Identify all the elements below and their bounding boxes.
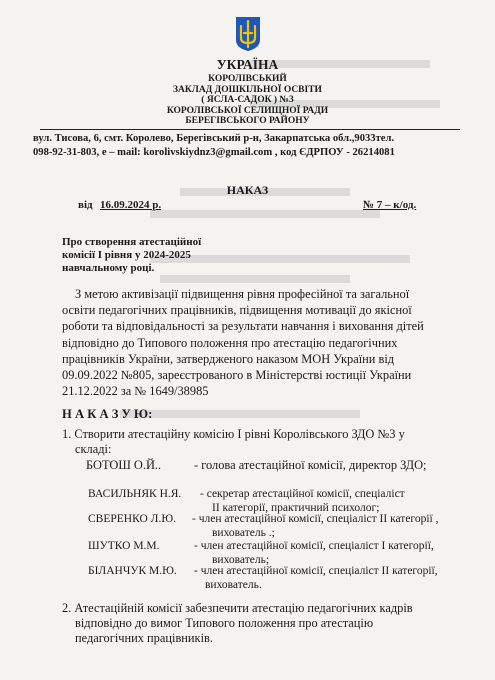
member-role: - голова атестаційної комісії, директор ЗДО; [194, 458, 427, 472]
header-divider [40, 129, 460, 130]
coat-of-arms-emblem [235, 16, 261, 52]
show-through-mark [120, 410, 360, 418]
item-2 [62, 601, 413, 646]
preamble-line: освіти педагогічних працівників, підвищення мотивації до якісної [62, 303, 412, 318]
address-line: вул. Тисова, 6, смт. Королево, Берегівський р-н, Закарпатська обл.,9033тел. [33, 133, 395, 144]
member-name: ВАСИЛЬНЯК Н.Я. [88, 488, 182, 500]
member-role: ІІ категорії, практичний психолог; [212, 502, 380, 514]
contacts-line: 098-92-31-803, е – mail: korolivskiydnz3@gmail.com , код ЄДРПОУ - 26214081 [33, 147, 395, 158]
member-role: вихователь. [205, 579, 262, 591]
institution-name [0, 74, 495, 127]
member-role: вихователь; [212, 554, 270, 566]
order-directive-heading: Н А К А З У Ю: [62, 407, 153, 421]
preamble-line: працівників України, затвердженого наказом МОН України від [62, 351, 395, 366]
member-role: - член атестаційної комісії, спеціаліст І категорії, [194, 540, 434, 552]
order-subject [62, 236, 201, 275]
item-1-line: 1. Створити атестаційну комісію І рівні Королівського ЗДО №3 у [62, 427, 405, 441]
preamble-line: 09.09.2022 №805, зареєстрованого в Міністерстві юстиції України [62, 368, 412, 383]
member-role: вихователь .; [212, 527, 275, 539]
show-through-mark [160, 275, 350, 283]
member-name: СВЕРЕНКО Л.Ю. [88, 513, 177, 525]
order-date: 16.09.2024 р. [100, 199, 162, 211]
date-prefix: від [78, 199, 93, 211]
subject-line: навчальному році. [62, 262, 155, 274]
order-preamble [62, 286, 424, 399]
member-role: - секретар атестаційної комісії, спеціаліст [200, 488, 405, 500]
item-2-line: відповідно до вимог Типового положення про атестацію [75, 616, 374, 630]
item-2-line: 2. Атестаційній комісії забезпечити атестацію педагогічних кадрів [62, 601, 413, 615]
order-number: № 7 – к/од. [363, 199, 417, 211]
subject-line: Про створення атестаційної [62, 236, 202, 248]
institution-line: БЕРЕГІВСЬКОГО РАЙОНУ [185, 116, 310, 127]
member-name: ШУТКО М.М. [88, 540, 160, 552]
institution-line: ЗАКЛАД ДОШКІЛЬНОЇ ОСВІТИ [173, 84, 322, 95]
preamble-line: 21.12.2022 за № 1649/38985 [62, 384, 209, 399]
country-name: УКРАЇНА [216, 57, 279, 72]
preamble-line: роботи та відповідальності за результати навчання і виховання дітей [62, 319, 424, 334]
member-role: - член атестаційної комісії, спеціаліст ІІ категорії , [192, 513, 439, 525]
show-through-mark [150, 210, 380, 218]
member-name: БОТОШ О.Й.. [86, 458, 162, 472]
institution-line: КОРОЛІВСЬКИЙ [208, 74, 287, 84]
institution-line: КОРОЛІВСЬКОЇ СЕЛИЩНОЇ РАДИ [166, 105, 329, 116]
item-2-line: педагогічних працівників. [75, 631, 213, 645]
institution-line: ( ЯСЛА-САДОК ) №3 [201, 95, 294, 106]
subject-line: комісії І рівня у 2024-2025 [62, 249, 191, 261]
preamble-line: відповідно до Типового положення про атестацію педагогічних [62, 335, 398, 350]
member-role: - член атестаційної комісії, спеціаліст ІІ категорії, [194, 565, 438, 577]
preamble-line: З метою активізації підвищення рівня професійної та загальної [75, 287, 410, 301]
order-title: НАКАЗ [226, 183, 269, 197]
item-1-line: складі: [75, 442, 112, 456]
member-name: БІЛАНЧУК М.Ю. [88, 565, 177, 577]
item-1 [62, 427, 405, 457]
